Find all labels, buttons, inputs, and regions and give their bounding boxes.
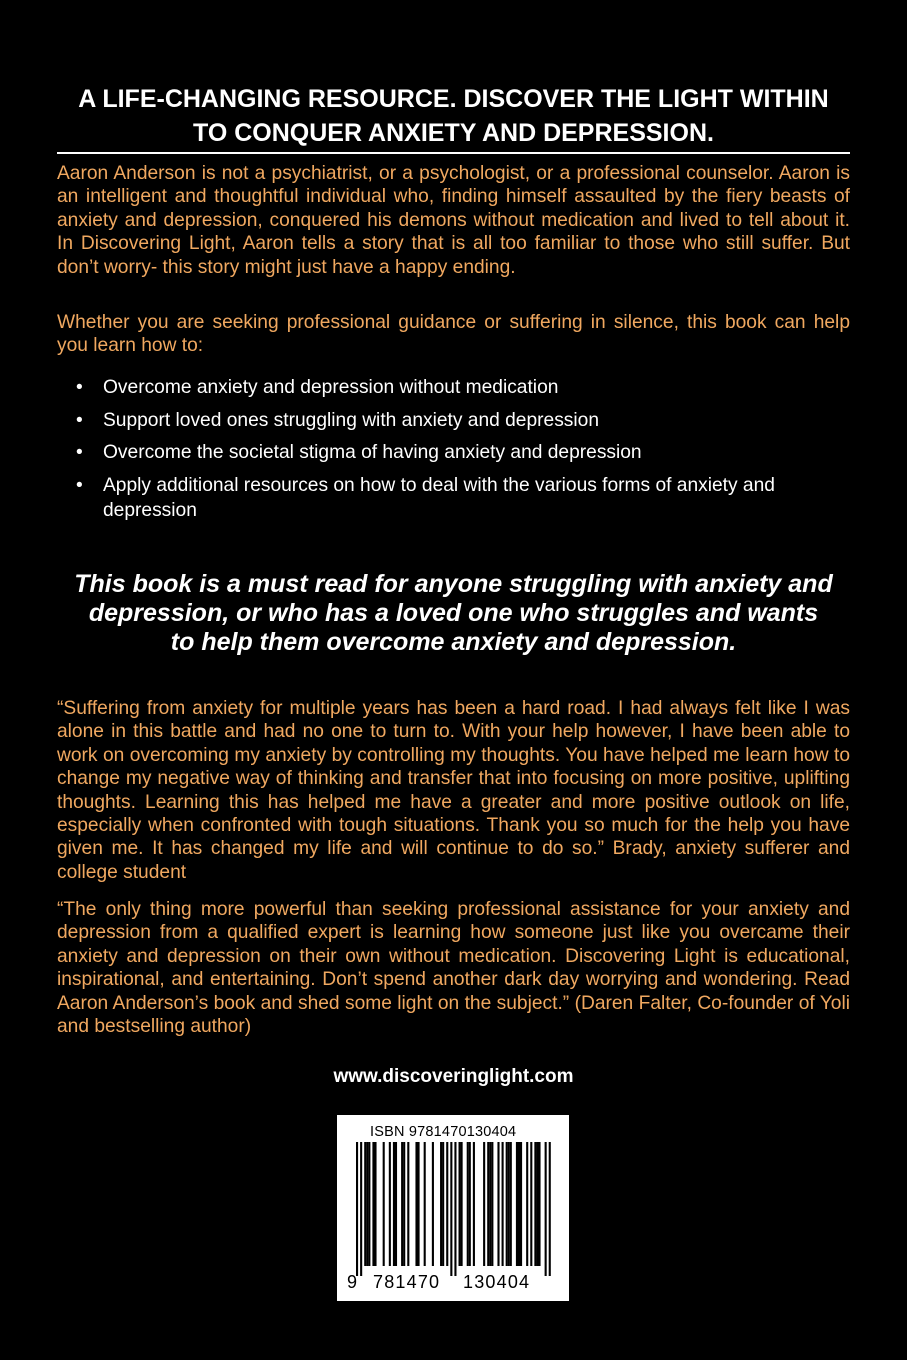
barcode-bar: [374, 1142, 376, 1266]
barcode-bar: [520, 1142, 522, 1266]
divider-rule: [57, 152, 850, 154]
isbn-label: ISBN 9781470130404: [370, 1124, 517, 1140]
barcode-bar: [469, 1142, 471, 1266]
barcode-bar: [432, 1142, 434, 1266]
testimonial-1: “Suffering from anxiety for multiple years has been a hard road. I had always felt like I was alone in this battle and had no one to turn to. With your help however, I have been able to work on overcoming my anxiety by controlling my thoughts. You have helped me learn how to change my negative way of thinking and transfer that into focusing on more positive, uplifting thoughts. Learning this has helped me have a greater and more positive outlook on life, especially when confronted with tough situations. Thank you so much for the help you have given me. It has changed my life and will continue to do so.” Brady, anxiety sufferer and college student: [57, 698, 850, 883]
barcode-bar: [506, 1142, 508, 1266]
intro-paragraph: Aaron Anderson is not a psychiatrist, or a psychologist, or a professional counselor. Aaron is an intelligent and thoughtful individual who, finding himself assaulted by the fiery beasts of anxiety and depression, conquered his demons without medication and lived to tell about it. In Discovering Light, Aaron tells a story that is all too familiar to those who still suffer. But don’t worry- this story might just have a happy ending.: [57, 163, 850, 278]
testimonial-2: “The only thing more powerful than seeking professional assistance for your anxiety and depression from a qualified expert is learning how someone just like you overcame their anxiety and depression on their own without medication. Discovering Light is educational, inspirational, and entertaining. Don’t spend another dark day worrying and wondering. Read Aaron Anderson’s book and shed some light on the subject.” (Daren Falter, Co-founder of Yoli and bestselling author): [57, 899, 850, 1038]
list-item: [57, 408, 850, 433]
bullet-icon: •: [76, 409, 83, 431]
barcode-bar: [401, 1142, 403, 1266]
barcode-bar: [467, 1142, 469, 1266]
barcode-bar: [530, 1142, 532, 1266]
bullet-icon: •: [76, 377, 83, 398]
tagline-line-2: depression, or who has a loved one who struggles and wants: [88, 599, 819, 627]
barcode-bar: [518, 1142, 520, 1266]
barcode-bar: [450, 1142, 452, 1276]
headline-line-1: A LIFE-CHANGING RESOURCE. DISCOVER THE LIGHT WITHIN: [78, 85, 829, 113]
barcode-digit-first: 9: [347, 1272, 358, 1292]
barcode-bar: [372, 1142, 374, 1266]
website-url: www.discoveringlight.com: [333, 1066, 574, 1087]
barcode-bar: [364, 1142, 366, 1266]
barcode-bar: [424, 1142, 426, 1266]
barcode-bar: [487, 1142, 489, 1266]
barcode-bar: [454, 1142, 456, 1276]
barcode-bar: [510, 1142, 512, 1266]
tagline-line-1: This book is a must read for anyone struggling with anxiety and: [74, 570, 833, 598]
headline: [40, 82, 867, 150]
barcode-bar: [368, 1142, 370, 1266]
barcode-bar: [395, 1142, 397, 1266]
barcode-bar: [545, 1142, 547, 1276]
lead-in-paragraph: Whether you are seeking professional guidance or suffering in silence, this book can help you learn how to:: [57, 312, 850, 357]
barcode-digits-left: 781470: [373, 1272, 441, 1292]
list-item: [57, 440, 850, 465]
barcode-bar: [491, 1142, 493, 1266]
barcode-bar: [538, 1142, 540, 1266]
barcode-digits-right: 130404: [463, 1272, 531, 1292]
list-item: [57, 375, 850, 400]
barcode-bar: [356, 1142, 358, 1276]
barcode-bar: [418, 1142, 420, 1266]
barcode-bar: [393, 1142, 395, 1266]
tagline: [40, 570, 867, 657]
barcode-bar: [403, 1142, 405, 1266]
bullet-icon: •: [76, 442, 83, 463]
barcode-bar: [440, 1142, 442, 1266]
barcode-bar: [446, 1142, 448, 1266]
barcode-bar: [461, 1142, 463, 1266]
barcode-bar: [526, 1142, 528, 1266]
benefit-list: [57, 375, 850, 530]
barcode-bar: [516, 1142, 518, 1266]
barcode-bar: [497, 1142, 499, 1266]
bullet-icon: •: [76, 474, 83, 496]
barcode-bar: [383, 1142, 385, 1266]
barcode-bar: [389, 1142, 391, 1266]
barcode-bar: [534, 1142, 536, 1266]
barcode-bar: [415, 1142, 417, 1266]
barcode-bar: [502, 1142, 504, 1266]
barcode-bar: [489, 1142, 491, 1266]
barcode-bar: [407, 1142, 409, 1266]
barcode-bar: [366, 1142, 368, 1266]
list-item-text: Apply additional resources on how to deal with the various forms of anxiety and depression: [103, 474, 775, 521]
barcode-bar: [360, 1142, 362, 1276]
list-item: [57, 473, 850, 523]
list-item-text: Overcome anxiety and depression without medication: [103, 377, 559, 398]
barcode-bars: [337, 1115, 569, 1301]
barcode-bar: [549, 1142, 551, 1276]
barcode-bar: [508, 1142, 510, 1266]
tagline-line-3: to help them overcome anxiety and depression.: [170, 628, 737, 656]
barcode-bar: [536, 1142, 538, 1266]
barcode-bar: [442, 1142, 444, 1266]
barcode-bar: [473, 1142, 475, 1266]
list-item-text: Overcome the societal stigma of having anxiety and depression: [103, 442, 642, 463]
list-item-text: Support loved ones struggling with anxiety and depression: [103, 409, 599, 431]
barcode-bar: [459, 1142, 461, 1266]
headline-line-2: TO CONQUER ANXIETY AND DEPRESSION.: [193, 119, 714, 147]
isbn-barcode: [337, 1115, 569, 1301]
barcode-bar: [483, 1142, 485, 1266]
